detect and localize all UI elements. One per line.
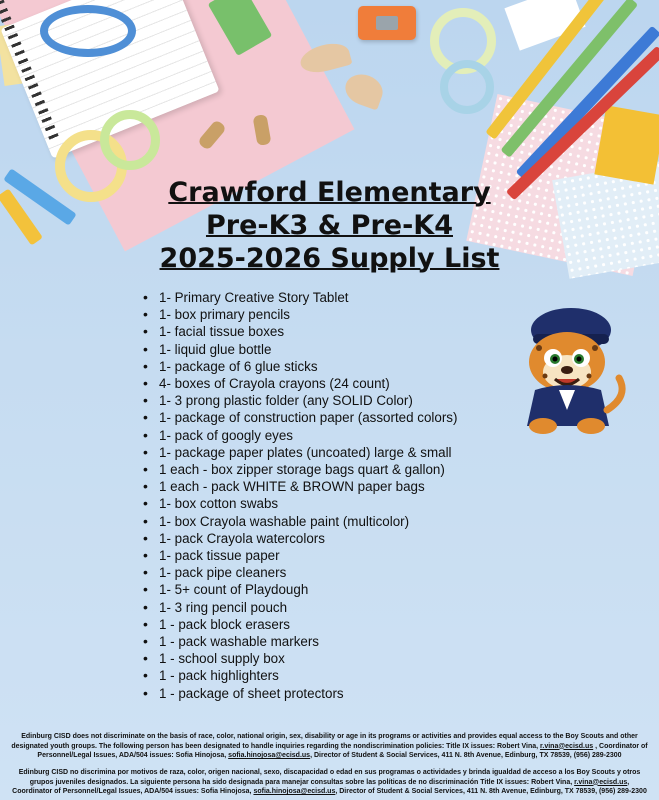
tape-roll-decoration xyxy=(100,110,160,170)
cougar-mascot-icon xyxy=(505,300,635,435)
supply-item: • 1- 5+ count of Playdough xyxy=(143,581,503,598)
school-name: Crawford Elementary xyxy=(168,177,491,208)
supply-item: • 1- box cotton swabs xyxy=(143,495,503,512)
email-link[interactable]: sofia.hinojosa@ecisd.us xyxy=(253,788,336,795)
notice-text: Edinburg CISD no discrimina por motivos de raza, color, origen nacional, sexo, discapacidad o edad en sus programas o actividades y brinda igualdad de acceso a los Boy Scouts y otros grupos juveniles designados. La siguiente persona ha sido designada para manejar consultas sobre las políticas de no discriminación Title IX issues: Robert Vina, xyxy=(18,769,641,786)
sticky-note-decoration xyxy=(594,105,659,184)
supply-item: • 1- box primary pencils xyxy=(143,306,503,323)
scissors-decoration xyxy=(40,5,136,57)
nondiscrimination-notice-english xyxy=(10,732,649,761)
notice-text: Edinburg CISD does not discriminate on the basis of race, color, national origin, sex, disability or age in its programs or activities and provides equal access to the Boy Scouts and other designated youth groups. The following person has been designated to handle inquiries regarding the nondiscrimination policies: Title IX issues: Robert Vina, xyxy=(11,733,638,750)
supply-item: • 1- pack of googly eyes xyxy=(143,427,503,444)
email-link[interactable]: r.vina@ecisd.us xyxy=(574,778,628,786)
supply-item: • 1- liquid glue bottle xyxy=(143,341,503,358)
supply-item: • 1- box Crayola washable paint (multicolor) xyxy=(143,513,503,530)
supply-item: • 1 each - pack WHITE & BROWN paper bags xyxy=(143,478,503,495)
pencil-shaving-decoration xyxy=(341,69,387,110)
year-heading: 2025-2026 Supply List xyxy=(159,243,500,274)
page-title xyxy=(0,176,659,275)
supply-item: • 1 - school supply box xyxy=(143,650,503,667)
supply-item: • 1 - package of sheet protectors xyxy=(143,685,503,702)
nondiscrimination-notice-spanish xyxy=(10,768,649,797)
supply-item: • 1 - pack washable markers xyxy=(143,633,503,650)
supply-item: • 4- boxes of Crayola crayons (24 count) xyxy=(143,375,503,392)
supply-item: • 1 - pack highlighters xyxy=(143,667,503,684)
notice-text: , Director of Student & Social Services, 411 N. 8th Avenue, Edinburg, TX 78539, (956) 289-2300 xyxy=(335,788,647,795)
supply-item: • 1 - pack block erasers xyxy=(143,616,503,633)
notice-text: , Coordinator of Personnel/Legal Issues, ADA/504 issues: Sofia Hinojosa, xyxy=(37,742,648,759)
supply-item: • 1- pack tissue paper xyxy=(143,547,503,564)
tape-roll-decoration xyxy=(440,60,494,114)
email-link[interactable]: r.vina@ecisd.us xyxy=(540,742,594,750)
notice-text: , Director of Student & Social Services, 411 N. 8th Avenue, Edinburg, TX 78539, (956) 289-2300 xyxy=(310,752,622,759)
supply-item: • 1- facial tissue boxes xyxy=(143,323,503,340)
email-link[interactable]: sofia.hinojosa@ecisd.us xyxy=(228,752,311,759)
supply-list xyxy=(143,289,503,702)
notice-text: , Coordinator of Personnel/Legal Issues, ADA/504 issues: Sofia Hinojosa, xyxy=(12,778,630,795)
supply-item: • 1- pack pipe cleaners xyxy=(143,564,503,581)
supply-item: • 1- package of construction paper (assorted colors) xyxy=(143,409,503,426)
pencil-sharpener-decoration xyxy=(358,6,416,40)
supply-item: • 1- pack Crayola watercolors xyxy=(143,530,503,547)
supply-item: • 1- package of 6 glue sticks xyxy=(143,358,503,375)
supply-item: • 1- 3 prong plastic folder (any SOLID Color) xyxy=(143,392,503,409)
grade-levels: Pre-K3 & Pre-K4 xyxy=(205,210,453,241)
supply-item: • 1- Primary Creative Story Tablet xyxy=(143,289,503,306)
supply-item: • 1- 3 ring pencil pouch xyxy=(143,599,503,616)
supply-item: • 1 each - box zipper storage bags quart & gallon) xyxy=(143,461,503,478)
supply-item: • 1- package paper plates (uncoated) large & small xyxy=(143,444,503,461)
